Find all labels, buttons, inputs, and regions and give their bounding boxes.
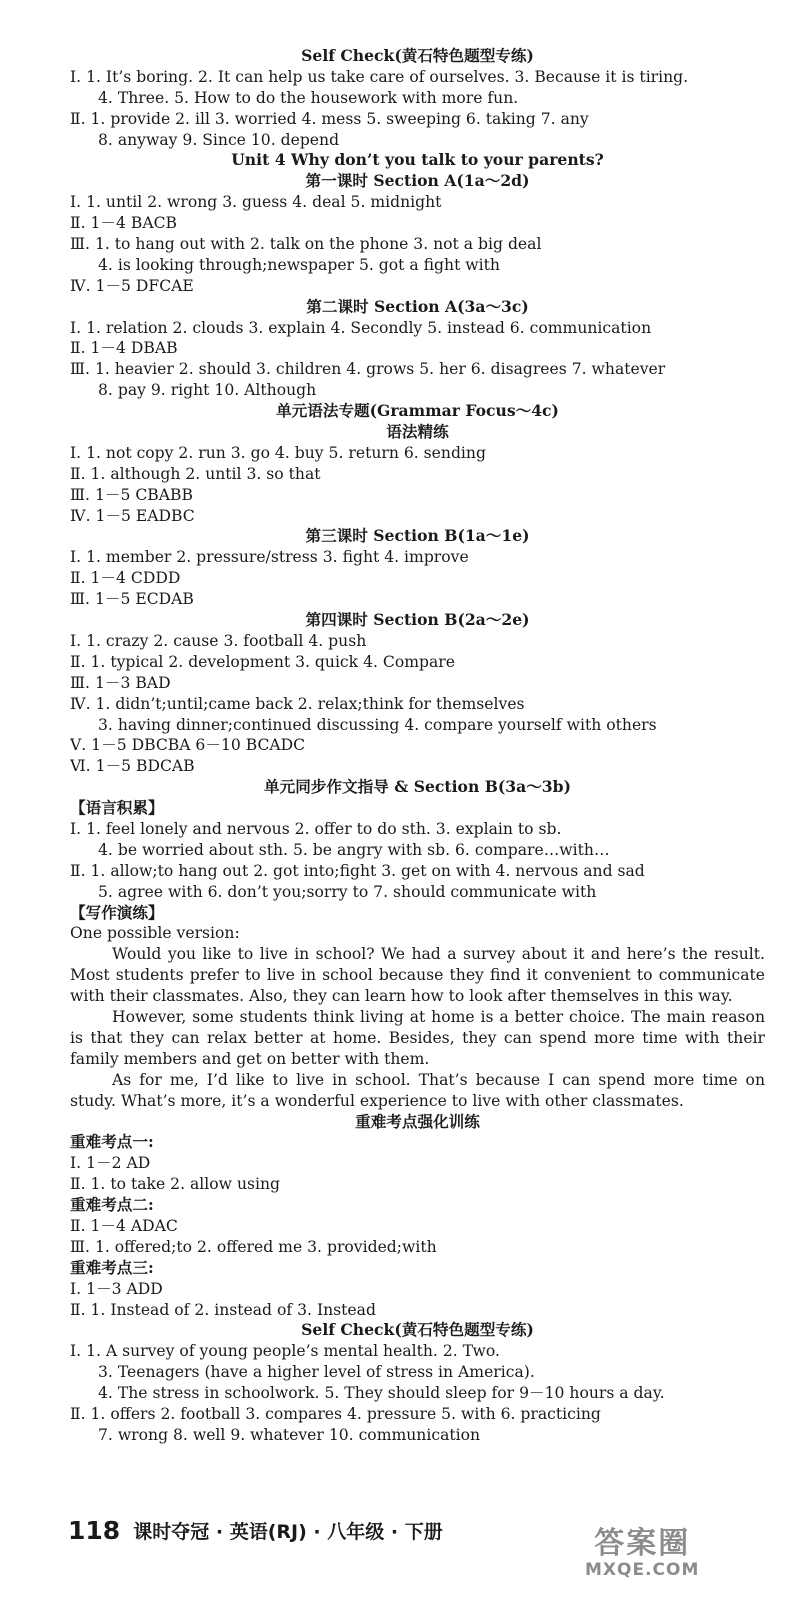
essay-paragraph: As for me, I’d like to live in school. That’s because I can spend more time on study. What’s more, it’s a wonderful experience to live with other classmates. (70, 1070, 765, 1110)
answer-line: Ⅱ. 1－4 CDDD (70, 569, 181, 588)
answer-line: 4. be worried about sth. 5. be angry with sb. 6. compare…with… (98, 840, 610, 859)
answer-line: Ⅰ. 1. not copy 2. run 3. go 4. buy 5. return 6. sending (70, 443, 486, 462)
section-heading: 单元同步作文指导 & Section B(3a～3b) (264, 777, 571, 797)
answer-line: Ⅰ. 1. member 2. pressure/stress 3. fight 4. improve (70, 548, 469, 567)
answer-line: Ⅳ. 1. didn’t;until;came back 2. relax;think for themselves (70, 694, 525, 713)
answer-line: Ⅱ. 1－4 DBAB (70, 339, 178, 358)
answer-line: 【写作演练】 (70, 902, 164, 922)
answer-line: Ⅲ. 1－3 BAD (70, 673, 171, 692)
book-title: 课时夺冠 · 英语(RJ) · 八年级 · 下册 (133, 1521, 443, 1543)
essay-paragraph: However, some students think living at home is a better choice. The main reason is that they can relax better at home. Besides, they can spend more time with their family members and get on better with them. (70, 1008, 765, 1068)
answer-line: Ⅱ. 1. offers 2. football 3. compares 4. pressure 5. with 6. practicing (70, 1405, 601, 1424)
answer-line: Ⅰ. 1. feel lonely and nervous 2. offer to do sth. 3. explain to sb. (70, 819, 562, 838)
answer-line: Ⅰ. 1. It’s boring. 2. It can help us take care of ourselves. 3. Because it is tiring. (70, 67, 689, 86)
answer-line: Ⅳ. 1－5 EADBC (70, 506, 195, 525)
watermark-text: 答案圈 (594, 1526, 691, 1561)
answer-line: Ⅱ. 1－4 ADAC (70, 1217, 178, 1235)
answer-line: Ⅲ. 1－5 ECDAB (70, 590, 194, 609)
answer-line: Ⅱ. 1. allow;to hang out 2. got into;fight 3. get on with 4. nervous and sad (70, 861, 645, 880)
section-heading: Unit 4 Why don’t you talk to your parents? (231, 150, 604, 170)
answer-line: Ⅰ. 1. crazy 2. cause 3. football 4. push (70, 631, 367, 650)
answer-line: Ⅱ. 1. typical 2. development 3. quick 4. Compare (70, 652, 455, 671)
answer-line: Ⅱ. 1. although 2. until 3. so that (70, 464, 321, 483)
answer-line: Ⅰ. 1. until 2. wrong 3. guess 4. deal 5. midnight (70, 193, 442, 212)
answer-line: Ⅲ. 1－5 CBABB (70, 485, 193, 504)
answer-line: Ⅱ. 1. Instead of 2. instead of 3. Instead (70, 1300, 376, 1319)
answer-line: Ⅳ. 1－5 DFCAE (70, 276, 194, 295)
answer-line: Ⅴ. 1－5 DBCBA 6－10 BCADC (70, 736, 306, 755)
answer-line: Ⅱ. 1. to take 2. allow using (70, 1175, 281, 1194)
answer-line: 重难考点一: (70, 1132, 154, 1152)
answer-line: Ⅲ. 1. to hang out with 2. talk on the phone 3. not a big deal (70, 235, 542, 254)
page-footer (68, 1516, 443, 1545)
section-heading: Self Check(黄石特色题型专练) (301, 46, 534, 65)
section-heading: 第四课时 Section B(2a～2e) (305, 610, 530, 630)
answer-line: Ⅰ. 1. relation 2. clouds 3. explain 4. Secondly 5. instead 6. communication (70, 318, 652, 337)
answer-line: One possible version: (70, 924, 240, 943)
section-heading: 语法精练 (386, 422, 449, 442)
section-heading: 单元语法专题(Grammar Focus～4c) (276, 401, 559, 421)
answer-line: Ⅰ. 1. A survey of young people’s mental health. 2. Two. (70, 1342, 500, 1361)
watermark-url: MXQE.COM (585, 1560, 700, 1580)
section-heading: 第三课时 Section B(1a～1e) (305, 526, 530, 546)
answer-line: 8. pay 9. right 10. Although (98, 381, 317, 400)
section-heading: 第二课时 Section A(3a～3c) (306, 296, 529, 316)
answer-line: 4. The stress in schoolwork. 5. They should sleep for 9－10 hours a day. (98, 1384, 665, 1403)
answer-line: Ⅲ. 1. offered;to 2. offered me 3. provided;with (70, 1237, 437, 1256)
answer-line: 【语言积累】 (70, 798, 164, 818)
answer-line: 3. Teenagers (have a higher level of stress in America). (98, 1363, 535, 1382)
answer-line: 重难考点二: (70, 1195, 154, 1215)
answer-line: Ⅰ. 1－3 ADD (70, 1279, 163, 1298)
answer-content (70, 46, 765, 1446)
answer-line: Ⅲ. 1. heavier 2. should 3. children 4. grows 5. her 6. disagrees 7. whatever (70, 360, 666, 379)
answer-line: Ⅰ. 1－2 AD (70, 1154, 151, 1173)
section-heading: 重难考点强化训练 (355, 1111, 480, 1131)
essay-paragraph: Would you like to live in school? We had a survey about it and here’s the result. Most students prefer to live in school because they find it convenient to communicate with their classmates. Also, they can learn how to look after themselves in this way. (70, 945, 765, 1006)
section-heading: 第一课时 Section A(1a～2d) (305, 171, 530, 191)
answer-line: 8. anyway 9. Since 10. depend (98, 130, 340, 149)
answer-line: 3. having dinner;continued discussing 4. compare yourself with others (98, 715, 657, 734)
section-heading: Self Check(黄石特色题型专练) (301, 1320, 534, 1340)
answer-line: 4. Three. 5. How to do the housework with more fun. (98, 88, 519, 107)
answer-line: Ⅵ. 1－5 BDCAB (70, 757, 195, 776)
answer-line: Ⅱ. 1－4 BACB (70, 214, 178, 233)
answer-line: 重难考点三: (70, 1257, 154, 1277)
answer-line: 7. wrong 8. well 9. whatever 10. communication (98, 1425, 481, 1444)
watermark-logo (585, 1518, 699, 1580)
answer-line: 4. is looking through;newspaper 5. got a fight with (98, 255, 500, 274)
answer-line: Ⅱ. 1. provide 2. ill 3. worried 4. mess 5. sweeping 6. taking 7. any (70, 109, 589, 128)
answer-line: 5. agree with 6. don’t you;sorry to 7. should communicate with (98, 882, 597, 901)
page-number: 118 (68, 1516, 121, 1545)
